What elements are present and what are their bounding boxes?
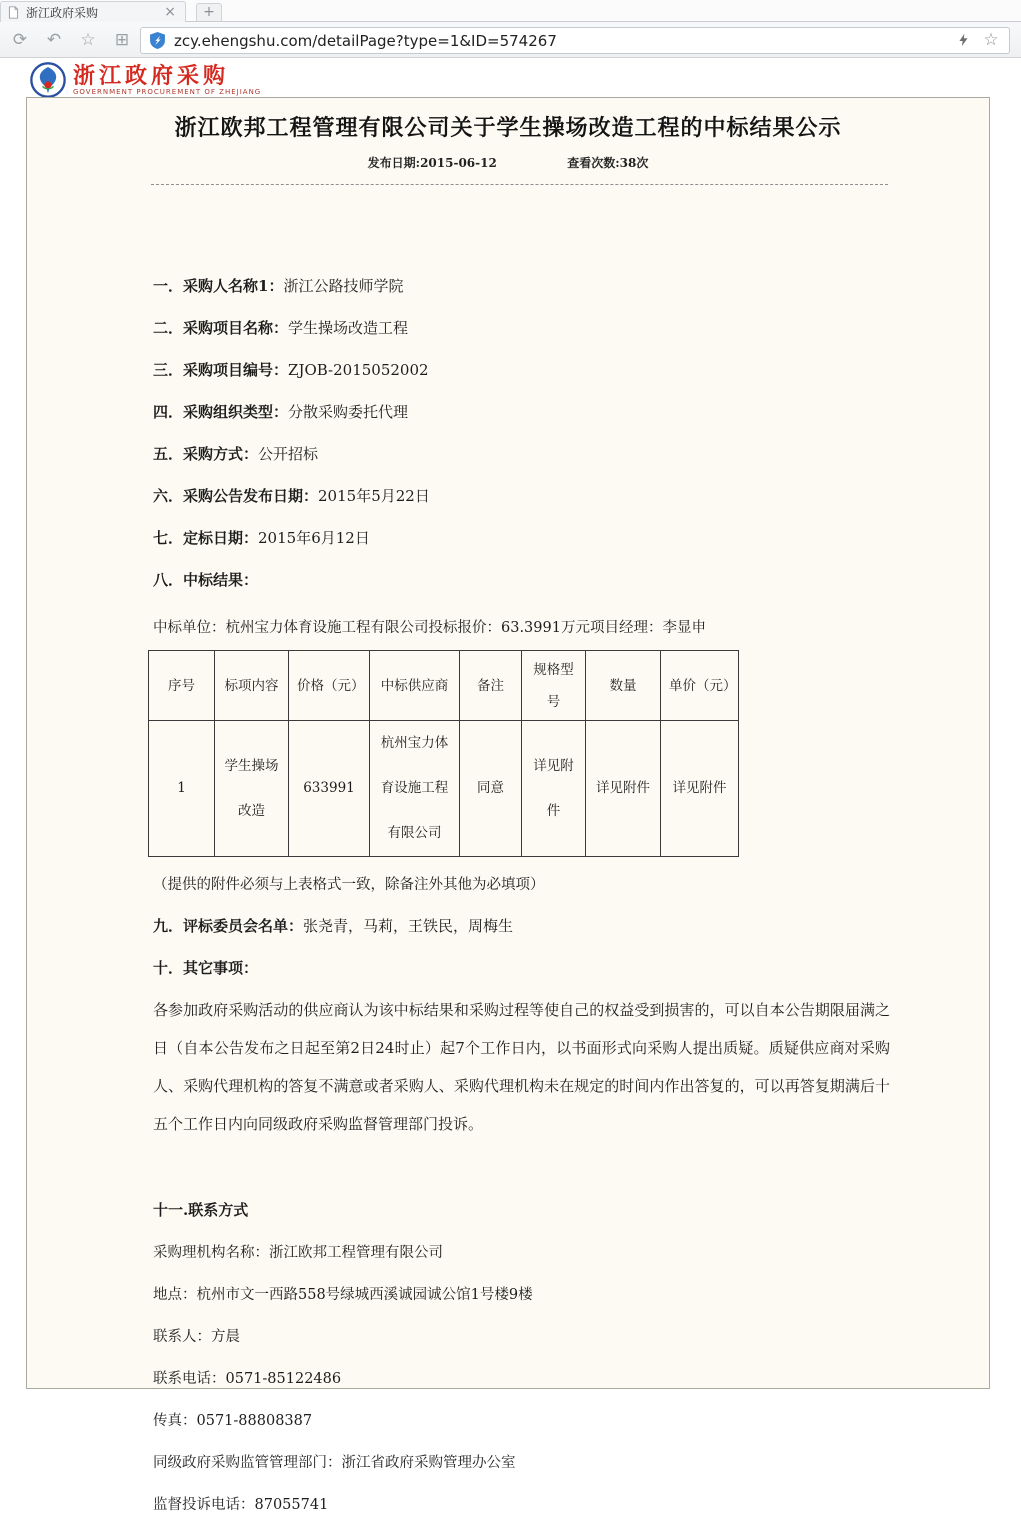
page-favicon-icon: [7, 5, 20, 20]
item-award-date: 七．定标日期：2015年6月12日: [153, 529, 370, 547]
item-project-name: 二．采购项目名称：学生操场改造工程: [153, 319, 409, 337]
th-spec: 规格型号: [522, 651, 586, 721]
winner-line: 中标单位：杭州宝力体育设施工程有限公司投标报价：63.3991万元项目经理：李显申: [153, 620, 706, 636]
browser-toolbar: [0, 22, 1021, 58]
site-logo-subtext: GOVERNMENT PROCUREMENT OF ZHEJIANG: [73, 87, 262, 96]
contact-phone: 联系电话：0571-85122486: [153, 1371, 342, 1387]
td-supplier: 杭州宝力体育设施工程有限公司: [370, 721, 460, 857]
flash-bolt-icon[interactable]: [953, 32, 973, 49]
contact-heading: 十一.联系方式: [153, 1201, 249, 1219]
committee-line: 九．评标委员会名单：张尧青，马莉，王铁民，周梅生: [153, 917, 514, 935]
item-project-number: 三．采购项目编号：ZJOB-2015052002: [153, 361, 429, 379]
result-table-header-row: [149, 651, 739, 721]
address-bar[interactable]: [140, 27, 1010, 54]
security-shield-icon[interactable]: [149, 32, 166, 49]
views-label: 查看次数:: [567, 156, 620, 170]
td-remark: 同意: [460, 721, 522, 857]
views-value: 38次: [619, 156, 649, 170]
publish-date-value: 2015-06-12: [420, 156, 497, 170]
article-meta: [27, 154, 989, 171]
tab-title: 浙江政府采购: [26, 5, 99, 20]
site-logo-text: 浙江政府采购: [73, 62, 230, 89]
contact-supervisor: 同级政府采购监管管理部门：浙江省政府采购管理办公室: [153, 1455, 516, 1471]
th-unit: 单价（元）: [661, 651, 739, 721]
th-seq: 序号: [149, 651, 215, 721]
td-unit: 详见附件: [661, 721, 739, 857]
site-header: [0, 58, 1021, 98]
dashed-divider: [151, 184, 888, 185]
th-qty: 数量: [586, 651, 661, 721]
result-table-row: [149, 721, 739, 857]
table-note: （提供的附件必须与上表格式一致，除备注外其他为必填项）: [153, 877, 545, 893]
new-tab-button[interactable]: +: [196, 3, 222, 21]
article-body: [153, 275, 890, 1514]
tab-close-icon[interactable]: ×: [164, 4, 176, 20]
favorite-icon[interactable]: ☆: [80, 30, 96, 50]
other-matters-paragraph: 各参加政府采购活动的供应商认为该中标结果和采购过程等使自己的权益受到损害的，可以自本公告期限届满之日（自本公告发布之日起至第2日24时止）起7个工作日内，以书面形式向采购人提出质疑。质疑供应商对采购人、采购代理机构的答复不满意或者采购人、采购代理机构未在规定的时间内作出答复的，可以再答复期满后十五个工作日内向同级政府采购监督管理部门投诉。: [153, 1001, 890, 1133]
td-seq: 1: [149, 721, 215, 857]
article-panel: [26, 97, 990, 1513]
item-result-heading: 八．中标结果：: [153, 571, 259, 589]
item-org-type: 四．采购组织类型：分散采购委托代理: [153, 403, 409, 421]
td-spec: 详见附件: [522, 721, 586, 857]
other-matters-heading: 十．其它事项：: [153, 959, 259, 977]
item-purchaser: 一．采购人名称1：浙江公路技师学院: [153, 277, 404, 295]
contact-address: 地点：杭州市文一西路558号绿城西溪诚园诚公馆1号楼9楼: [153, 1287, 533, 1303]
item-announce-date: 六．采购公告发布日期：2015年5月22日: [153, 487, 430, 505]
bookmark-star-icon[interactable]: ☆: [983, 30, 999, 50]
th-price: 价格（元）: [289, 651, 370, 721]
th-remark: 备注: [460, 651, 522, 721]
th-supplier: 中标供应商: [370, 651, 460, 721]
td-qty: 详见附件: [586, 721, 661, 857]
article-title: 浙江欧邦工程管理有限公司关于学生操场改造工程的中标结果公示: [174, 115, 842, 141]
back-icon[interactable]: ↶: [46, 30, 62, 50]
browser-tab-bar: [0, 0, 1021, 22]
contact-complaint-phone: 监督投诉电话：87055741: [153, 1497, 329, 1513]
site-logo[interactable]: [30, 62, 261, 98]
th-content: 标项内容: [215, 651, 289, 721]
contact-person: 联系人：方晨: [153, 1329, 240, 1345]
site-logo-icon: [30, 62, 66, 98]
item-method: 五．采购方式：公开招标: [153, 445, 319, 463]
td-price: 633991: [289, 721, 370, 857]
url-text[interactable]: zcy.ehengshu.com/detailPage?type=1&ID=574267: [174, 31, 557, 50]
contact-agency: 采购理机构名称：浙江欧邦工程管理有限公司: [153, 1245, 443, 1261]
td-content: 学生操场改造: [215, 721, 289, 857]
publish-date-label: 发布日期:: [367, 156, 421, 170]
contact-fax: 传真：0571-88808387: [153, 1413, 313, 1429]
reload-icon[interactable]: ⟳: [12, 30, 28, 50]
result-table: [148, 650, 739, 857]
apps-grid-icon[interactable]: ⊞: [114, 30, 130, 50]
browser-tab[interactable]: [0, 1, 186, 22]
